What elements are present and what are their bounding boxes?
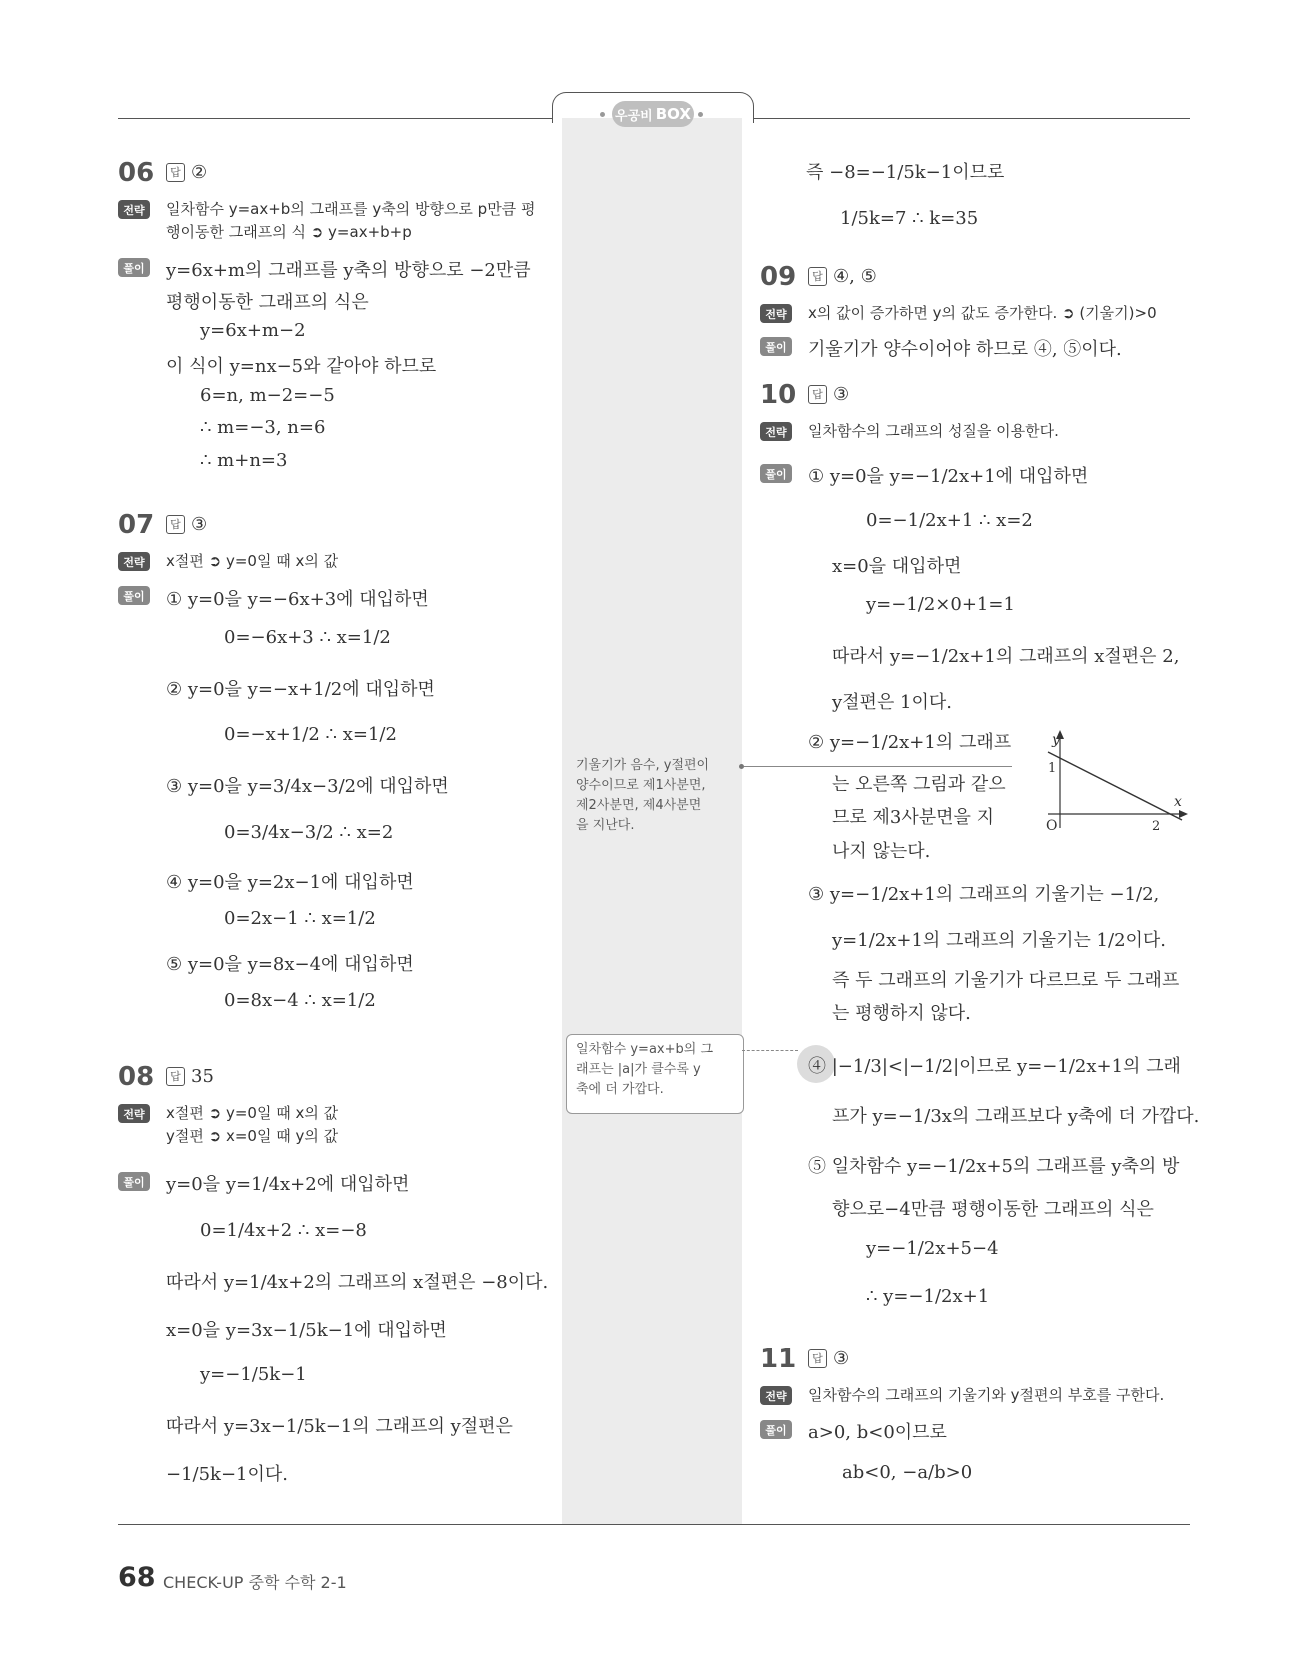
solution-line: 0=8x−4 ∴ x=1/2	[224, 990, 376, 1011]
strategy-text: 일차함수 y=ax+b의 그래프를 y축의 방향으로 p만큼 평	[166, 200, 536, 218]
box-label-prefix: 우공비	[615, 108, 653, 124]
strategy-badge: 전략	[118, 552, 150, 571]
solution-line: ⑤ y=0을 y=8x−4에 대입하면	[166, 954, 414, 975]
side-note-line: 축에 더 가깝다.	[576, 1082, 664, 1097]
solution-line: ∴ y=−1/2x+1	[866, 1286, 990, 1307]
solution-badge: 풀이	[118, 1172, 150, 1191]
tab-dot-left	[600, 112, 605, 117]
solution-line: 즉 두 그래프의 기울기가 다르므로 두 그래프	[832, 970, 1180, 991]
question-number: 07	[118, 510, 155, 540]
solution-line: 이 식이 y=nx−5와 같아야 하므로	[166, 356, 437, 377]
strategy-text: y절편 ➲ x=0일 때 y의 값	[166, 1127, 339, 1145]
question-number: 06	[118, 158, 155, 188]
solution-line: x=0을 대입하면	[832, 556, 962, 577]
solution-line: y=−1/2×0+1=1	[866, 594, 1015, 615]
solution-line: 기울기가 양수이어야 하므로 ④, ⑤이다.	[808, 339, 1122, 360]
solution-badge: 풀이	[760, 337, 792, 356]
solution-line: y=1/2x+1의 그래프의 기울기는 1/2이다.	[832, 930, 1167, 951]
question-number: 09	[760, 262, 797, 292]
solution-line: y=−1/5k−1	[200, 1364, 307, 1385]
answer-icon: 답	[166, 163, 185, 182]
question-number: 10	[760, 380, 797, 410]
solution-line: 따라서 y=−1/2x+1의 그래프의 x절편은 2,	[832, 646, 1180, 667]
side-note-1	[576, 756, 709, 836]
solution-badge: 풀이	[760, 464, 792, 483]
graph-x-intercept: 2	[1152, 819, 1161, 834]
footer-rule	[118, 1524, 1190, 1525]
strategy-text: 일차함수의 그래프의 기울기와 y절편의 부호를 구한다.	[808, 1386, 1165, 1404]
solution-line: 6=n, m−2=−5	[200, 385, 335, 406]
solution-line: ab<0, −a/b>0	[842, 1462, 973, 1483]
graph-y-intercept: 1	[1048, 761, 1057, 776]
solution-badge: 풀이	[118, 258, 150, 277]
graph-origin: O	[1046, 818, 1058, 834]
tab-dot-right	[698, 112, 703, 117]
connector-dashed-line	[742, 1050, 798, 1051]
solution-line: 즉 −8=−1/5k−1이므로	[806, 162, 1005, 183]
solution-line: ③ y=−1/2x+1의 그래프의 기울기는 −1/2,	[808, 884, 1160, 905]
page-number: 68	[118, 1562, 156, 1593]
solution-line: a>0, b<0이므로	[808, 1422, 947, 1443]
answer-icon: 답	[808, 267, 827, 286]
strategy-badge: 전략	[760, 422, 792, 441]
solution-badge: 풀이	[760, 1420, 792, 1439]
graph-x-label: x	[1174, 794, 1182, 810]
answer-value: 35	[191, 1066, 214, 1087]
side-note-2	[576, 1040, 713, 1100]
answer-value: ③	[833, 384, 850, 405]
solution-line: 0=3/4x−3/2 ∴ x=2	[224, 822, 394, 843]
solution-line: 프가 y=−1/3x의 그래프보다 y축에 더 가깝다.	[832, 1106, 1200, 1127]
answer-icon: 답	[166, 515, 185, 534]
side-note-line: 양수이므로 제1사분면,	[576, 778, 706, 793]
solution-line: 나지 않는다.	[832, 841, 931, 862]
solution-line: ① y=0을 y=−6x+3에 대입하면	[166, 589, 429, 610]
answer-value: ②	[191, 162, 208, 183]
strategy-text: 행이동한 그래프의 식 ➲ y=ax+b+p	[166, 223, 412, 241]
strategy-badge: 전략	[118, 200, 150, 219]
answer	[166, 1066, 214, 1087]
side-note-line: 래프는 |a|가 클수록 y	[576, 1062, 701, 1077]
solution-line: 므로 제3사분면을 지	[832, 807, 994, 828]
solution-line: y=6x+m−2	[200, 320, 306, 341]
solution-line: y절편은 1이다.	[832, 692, 953, 713]
solution-line: ∴ m=−3, n=6	[200, 417, 326, 438]
answer	[166, 162, 207, 183]
solution-line: 따라서 y=1/4x+2의 그래프의 x절편은 −8이다.	[166, 1272, 549, 1293]
answer-value: ④, ⑤	[833, 266, 877, 287]
solution-line: ⑤ 일차함수 y=−1/2x+5의 그래프를 y축의 방	[808, 1156, 1180, 1177]
solution-line: 0=1/4x+2 ∴ x=−8	[200, 1220, 367, 1241]
solution-line: 0=−1/2x+1 ∴ x=2	[866, 510, 1033, 531]
solution-line: 따라서 y=3x−1/5k−1의 그래프의 y절편은	[166, 1416, 513, 1437]
answer	[808, 384, 849, 405]
solution-line: y=6x+m의 그래프를 y축의 방향으로 −2만큼	[166, 260, 531, 281]
strategy-badge: 전략	[118, 1104, 150, 1123]
side-note-line: 제2사분면, 제4사분면	[576, 798, 702, 813]
solution-line: 향으로−4만큼 평행이동한 그래프의 식은	[832, 1199, 1154, 1220]
strategy-text: 일차함수의 그래프의 성질을 이용한다.	[808, 422, 1059, 440]
answer-icon: 답	[808, 1349, 827, 1368]
solution-line: x=0을 y=3x−1/5k−1에 대입하면	[166, 1320, 447, 1341]
solution-line: 는 평행하지 않다.	[832, 1003, 971, 1024]
solution-line: ④ y=0을 y=2x−1에 대입하면	[166, 872, 414, 893]
strategy-text: x절편 ➲ y=0일 때 x의 값	[166, 552, 339, 570]
solution-line: ③ y=0을 y=3/4x−3/2에 대입하면	[166, 776, 449, 797]
graph-y-label: y	[1052, 732, 1060, 748]
solution-line: ④ |−1/3|<|−1/2|이므로 y=−1/2x+1의 그래	[808, 1056, 1181, 1077]
box-label-title: BOX	[655, 105, 691, 123]
strategy-text: x의 값이 증가하면 y의 값도 증가한다. ➲ (기울기)>0	[808, 304, 1157, 322]
question-number: 11	[760, 1344, 797, 1374]
solution-line: ① y=0을 y=−1/2x+1에 대입하면	[808, 466, 1089, 487]
x-axis-arrow	[1179, 810, 1188, 818]
strategy-badge: 전략	[760, 1386, 792, 1405]
side-note-line: 기울기가 음수, y절편이	[576, 758, 710, 773]
graph-line	[1048, 752, 1182, 820]
answer	[808, 1348, 849, 1369]
solution-line: 0=2x−1 ∴ x=1/2	[224, 908, 376, 929]
solution-line: ② y=−1/2x+1의 그래프	[808, 732, 1012, 753]
answer-icon: 답	[166, 1067, 185, 1086]
answer-value: ③	[833, 1348, 850, 1369]
question-number: 08	[118, 1062, 155, 1092]
solution-badge: 풀이	[118, 586, 150, 605]
solution-line: −1/5k−1이다.	[166, 1464, 288, 1485]
side-note-line: 을 지난다.	[576, 818, 635, 833]
solution-line: 평행이동한 그래프의 식은	[166, 292, 369, 313]
answer-icon: 답	[808, 385, 827, 404]
solution-line: y=−1/2x+5−4	[866, 1238, 999, 1259]
box-label	[612, 101, 694, 127]
solution-line: y=0을 y=1/4x+2에 대입하면	[166, 1174, 410, 1195]
solution-line: ② y=0을 y=−x+1/2에 대입하면	[166, 679, 435, 700]
answer	[808, 266, 877, 287]
solution-line: 0=−x+1/2 ∴ x=1/2	[224, 724, 397, 745]
connector-line	[744, 766, 1012, 767]
strategy-badge: 전략	[760, 304, 792, 323]
answer-value: ③	[191, 514, 208, 535]
side-note-line: 일차함수 y=ax+b의 그	[576, 1042, 714, 1057]
solution-line: 0=−6x+3 ∴ x=1/2	[224, 627, 391, 648]
strategy-text: x절편 ➲ y=0일 때 x의 값	[166, 1104, 339, 1122]
book-title: CHECK-UP 중학 수학 2-1	[163, 1573, 347, 1592]
line-graph	[1022, 728, 1192, 838]
answer	[166, 514, 207, 535]
solution-line: 1/5k=7 ∴ k=35	[840, 208, 979, 229]
solution-line: 는 오른쪽 그림과 같으	[832, 774, 1006, 795]
solution-line: ∴ m+n=3	[200, 450, 288, 471]
